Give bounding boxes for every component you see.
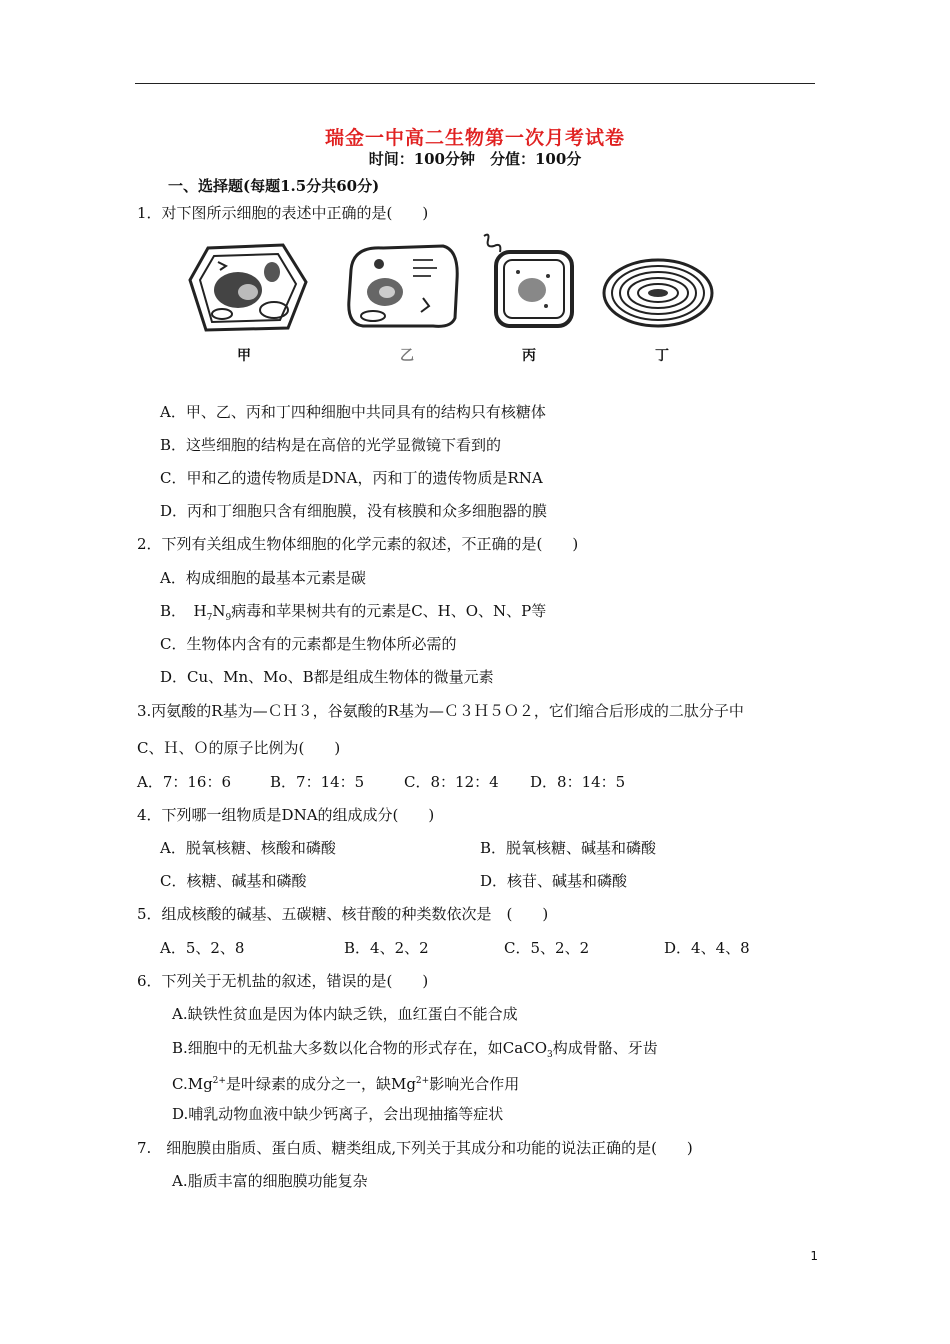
q3-stem-line2: C、Ｈ、Ｏ的原子比例为( ) xyxy=(137,739,341,757)
q3-option-a: A．7：16：6 xyxy=(137,773,232,791)
figure-label-jia: 甲 xyxy=(237,348,251,364)
q3-stem-line1: 3.丙氨酸的R基为—ＣＨ３，谷氨酸的R基为—Ｃ３Ｈ５Ｏ２，它们缩合后形成的二肽分子中 xyxy=(137,702,744,720)
q5-option-b: B．4、2、2 xyxy=(344,939,429,957)
q1-option-a: A．甲、乙、丙和丁四种细胞中共同具有的结构只有核糖体 xyxy=(160,403,546,421)
q3-option-b: B．7：14：5 xyxy=(270,773,365,791)
q2-option-c: C．生物体内含有的元素都是生物体所必需的 xyxy=(160,635,457,653)
q6-option-a: A.缺铁性贫血是因为体内缺乏铁，血红蛋白不能合成 xyxy=(172,1005,518,1023)
q6-option-d: D.哺乳动物血液中缺少钙离子，会出现抽搐等症状 xyxy=(172,1105,504,1123)
q5-stem: 5．组成核酸的碱基、五碳糖、核苷酸的种类数依次是 ( ) xyxy=(137,905,549,923)
cell-yi-figure xyxy=(343,240,463,330)
q4-option-c: C．核糖、碱基和磷酸 xyxy=(160,872,307,890)
header-rule xyxy=(135,83,815,84)
q5-option-c: C．5、2、2 xyxy=(504,939,590,957)
figure-label-bing: 丙 xyxy=(522,348,536,364)
q4-option-d: D．核苷、碱基和磷酸 xyxy=(480,872,628,890)
q1-option-c: C．甲和乙的遗传物质是DNA，丙和丁的遗传物质是RNA xyxy=(160,469,543,487)
figure-label-ding: 丁 xyxy=(655,348,669,364)
q2-option-b: B． $H_7N_9$病毒和苹果树共有的元素是C、H、O、N、P等 xyxy=(160,602,547,623)
page-number: 1 xyxy=(810,1249,818,1263)
cell-ding-figure xyxy=(602,258,714,328)
q1-option-d: D．丙和丁细胞只含有细胞膜，没有核膜和众多细胞器的膜 xyxy=(160,502,548,520)
cell-bing-figure xyxy=(482,232,582,332)
q6-option-c: $C.Mg^{2+}$是叶绿素的成分之一，缺$Mg^{2+}$影响光合作用 xyxy=(172,1075,520,1093)
q2-stem: 2．下列有关组成生物体细胞的化学元素的叙述，不正确的是( ) xyxy=(137,535,579,553)
q6-stem: 6．下列关于无机盐的叙述，错误的是( ) xyxy=(137,972,429,990)
q7-stem: 7. 细胞膜由脂质、蛋白质、糖类组成,下列关于其成分和功能的说法正确的是( ) xyxy=(137,1139,693,1157)
exam-subtitle: 时间：100分钟 分值：100分 xyxy=(368,150,582,168)
q4-option-b: B．脱氧核糖、碱基和磷酸 xyxy=(480,839,657,857)
q5-option-d: D．4、4、8 xyxy=(664,939,750,957)
section-heading: 一、选择题(每题1.5分共60分) xyxy=(168,177,380,195)
cell-jia-figure xyxy=(178,240,313,335)
q7-option-a: A.脂质丰富的细胞膜功能复杂 xyxy=(172,1172,368,1190)
exam-title: 瑞金一中高二生物第一次月考试卷 xyxy=(324,127,625,149)
q1-stem: 1．对下图所示细胞的表述中正确的是( ) xyxy=(137,204,429,222)
q4-stem: 4．下列哪一组物质是DNA的组成成分( ) xyxy=(137,806,435,824)
q3-option-d: D．8：14：5 xyxy=(530,773,626,791)
q3-option-c: C．8：12：4 xyxy=(404,773,499,791)
q2-option-d: D．Cu、Mn、Mo、B都是组成生物体的微量元素 xyxy=(160,668,494,686)
q2-option-a: A．构成细胞的最基本元素是碳 xyxy=(160,569,366,587)
q1-option-b: B．这些细胞的结构是在高倍的光学显微镜下看到的 xyxy=(160,436,502,454)
q4-option-a: A．脱氧核糖、核酸和磷酸 xyxy=(160,839,336,857)
q6-option-b: B.细胞中的无机盐大多数以化合物的形式存在，如CaCO$_3$构成骨骼、牙齿 xyxy=(172,1039,658,1060)
q5-option-a: A．5、2、8 xyxy=(160,939,245,957)
figure-label-yi: 乙 xyxy=(400,348,414,364)
